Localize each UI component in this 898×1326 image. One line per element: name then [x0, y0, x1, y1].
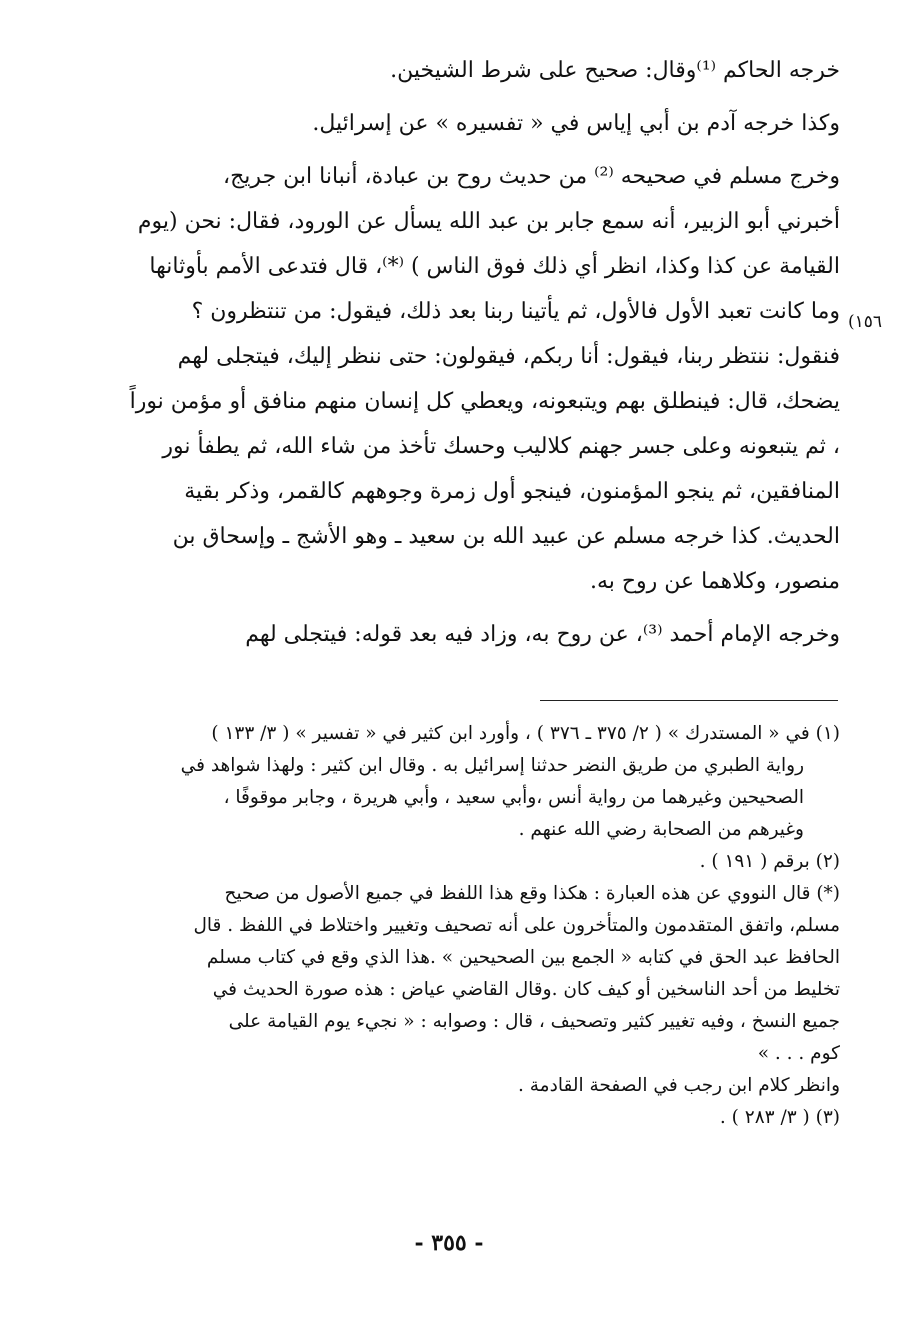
text-line: خرجه الحاكم ⁽¹⁾وقال: صحيح على شرط الشيخين.: [390, 58, 840, 83]
footnote-line: مسلم، واتفق المتقدمون والمتأخرون على أنه تصحيف وتغيير واختلاط في اللفظ . قال: [193, 915, 840, 936]
text-line: القيامة عن كذا وكذا، انظر أي ذلك فوق الناس ) ⁽*⁾، قال فتدعى الأمم بأوثانها: [149, 254, 840, 279]
footnote-line: وغيرهم من الصحابة رضي الله عنهم .: [518, 819, 804, 840]
text-line: وخرج مسلم في صحيحه ⁽²⁾ من حديث روح بن عبادة، أنبانا ابن جريج،: [223, 164, 840, 189]
footnote-separator: [540, 700, 838, 701]
footnote-line: (١) في « المستدرك » ( ٢/ ٣٧٥ ـ ٣٧٦ ) ، وأورد ابن كثير في « تفسير » ( ٣/ ١٣٣ ): [211, 723, 840, 744]
footnotes: [90, 718, 840, 1134]
text-line: ، ثم يتبعونه وعلى جسر جهنم كلاليب وحسك تأخذ من شاء الله، ثم يطفأ نور: [162, 434, 840, 459]
footnote-line: رواية الطبري من طريق النضر حدثنا إسرائيل به . وقال ابن كثير : ولهذا شواهد في: [180, 755, 804, 776]
footnote-line: جميع النسخ ، وفيه تغيير كثير وتصحيف ، قال : وصوابه : « نجيء يوم القيامة على: [228, 1011, 840, 1032]
footnote-line: كوم . . . »: [757, 1043, 840, 1064]
footnote-line: وانظر كلام ابن رجب في الصفحة القادمة .: [518, 1075, 840, 1096]
footnote-line: الصحيحين وغيرهما من رواية أنس ،وأبي سعيد ، وأبي هريرة ، وجابر موقوفًا ،: [223, 787, 804, 808]
footnote-line: (٢) برقم ( ١٩١ ) .: [699, 851, 840, 872]
margin-reference-number: ١٥٦): [848, 312, 883, 332]
text-line: وخرجه الإمام أحمد ⁽³⁾، عن روح به، وزاد فيه بعد قوله: فيتجلى لهم: [245, 622, 840, 647]
text-line: وما كانت تعبد الأول فالأول، ثم يأتينا ربنا بعد ذلك، فيقول: من تنتظرون ؟: [191, 299, 840, 324]
footnote-line: تخليط من أحد الناسخين أو كيف كان .وقال القاضي عياض : هذه صورة الحديث في: [212, 979, 840, 1000]
text-line: الحديث. كذا خرجه مسلم عن عبيد الله بن سعيد ـ وهو الأشج ـ وإسحاق بن: [172, 524, 840, 549]
footnote-line: الحافظ عبد الحق في كتابه « الجمع بين الصحيحين » .هذا الذي وقع في كتاب مسلم: [206, 947, 840, 968]
footnote-line: (*) قال النووي عن هذه العبارة : هكذا وقع هذا اللفظ في جميع الأصول من صحيح: [224, 883, 840, 904]
footnote-line: (٣) ( ٣/ ٢٨٣ ) .: [719, 1107, 840, 1128]
text-line: يضحك، قال: فينطلق بهم ويتبعونه، ويعطي كل إنسان منهم منافق أو مؤمن نوراً: [129, 389, 840, 414]
text-line: منصور، وكلاهما عن روح به.: [589, 569, 840, 594]
text-line: أخبرني أبو الزبير، أنه سمع جابر بن عبد الله يسأل عن الورود، فقال: نحن (يوم: [137, 209, 840, 234]
main-text: [95, 48, 840, 657]
text-line: وكذا خرجه آدم بن أبي إياس في « تفسيره » عن إسرائيل.: [312, 111, 840, 136]
text-line: فنقول: ننتظر ربنا، فيقول: أنا ربكم، فيقولون: حتى ننظر إليك، فيتجلى لهم: [177, 344, 840, 369]
text-line: المنافقين، ثم ينجو المؤمنون، فينجو أول زمرة وجوههم كالقمر، وذكر بقية: [184, 479, 840, 504]
page-number: - ٣٥٥ -: [414, 1230, 484, 1256]
